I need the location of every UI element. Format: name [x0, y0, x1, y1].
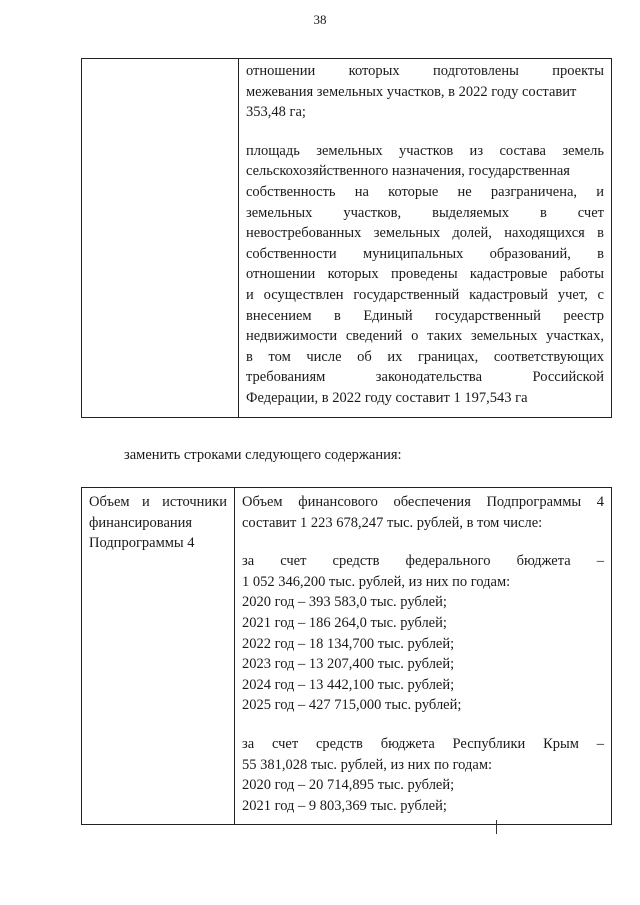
page-number: 38	[313, 12, 327, 27]
text-line: за счет средств бюджета Республики Крым –	[242, 735, 604, 752]
funding-sources-label-cell	[82, 488, 235, 825]
text-line: 55 381,028 тыс. рублей, из них по годам:	[242, 756, 493, 773]
text-line: отношении которых подготовлены проекты	[246, 63, 604, 79]
text-line: 2020 год – 20 714,895 тыс. рублей;	[242, 777, 455, 794]
text-line: 2025 год – 427 715,000 тыс. рублей;	[242, 697, 462, 714]
paragraph-federal-budget	[242, 551, 604, 716]
text-line: Федерации, в 2022 году составит 1 197,543 га	[246, 389, 528, 406]
text-line: недвижимости сведений о таких земельных участках,	[246, 328, 604, 345]
text-line: 2020 год – 393 583,0 тыс. рублей;	[242, 594, 447, 611]
text-line: 1 052 346,200 тыс. рублей, из них по годам:	[242, 573, 511, 590]
table-row	[82, 59, 612, 418]
text-line: отношении которых проведены кадастровые работы	[246, 266, 604, 283]
text-line: за счет средств федерального бюджета –	[242, 553, 604, 570]
text-line: 2023 год – 13 207,400 тыс. рублей;	[242, 656, 455, 673]
text-line: внесением в Единый государственный реестр	[246, 307, 604, 324]
paragraph-land-survey	[246, 61, 604, 123]
text-line: составит 1 223 678,247 тыс. рублей, в том числе:	[242, 514, 543, 531]
text-line: и осуществлен государственный кадастровый учет, с	[246, 286, 604, 303]
text-line: Объем финансового обеспечения Подпрограммы 4	[242, 494, 604, 510]
replacement-intro-text: заменить строками следующего содержания:	[124, 447, 402, 463]
text-line: требованиям законодательства Российской	[246, 369, 604, 386]
text-line: 2021 год – 9 803,369 тыс. рублей;	[242, 797, 447, 814]
text-line: межевания земельных участков, в 2022 году составит	[246, 83, 577, 100]
paragraph-regional-budget	[242, 734, 604, 816]
text-line: Подпрограммы 4	[89, 535, 195, 552]
text-line: в том числе об их границах, соответствующих	[246, 348, 604, 365]
paragraph-total-funding	[242, 492, 604, 533]
funding-sources-label	[89, 492, 227, 554]
text-line: земельных участков, выделяемых в счет	[246, 204, 604, 221]
text-line: финансирования	[89, 514, 193, 531]
text-line: 2021 год – 186 264,0 тыс. рублей;	[242, 614, 447, 631]
text-line: собственность на которые не разграничена, и	[246, 183, 604, 200]
text-line: 353,48 га;	[246, 104, 306, 121]
paragraph-agricultural-land	[246, 141, 604, 409]
text-line: Объем и источники	[89, 494, 227, 510]
previous-rows-table	[81, 58, 612, 418]
table-row	[82, 488, 612, 825]
text-line: площадь земельных участков из состава земель	[246, 142, 604, 159]
text-line: 2024 год – 13 442,100 тыс. рублей;	[242, 676, 455, 693]
pen-mark	[496, 820, 497, 834]
table-cell-right	[239, 59, 612, 418]
text-line: собственности муниципальных образований, в	[246, 245, 604, 262]
replacement-rows-table	[81, 487, 612, 825]
funding-details-cell	[235, 488, 612, 825]
text-line: невостребованных земельных долей, находящихся в	[246, 225, 604, 242]
text-line: 2022 год – 18 134,700 тыс. рублей;	[242, 635, 455, 652]
text-line: сельскохозяйственного назначения, государственная	[246, 163, 570, 180]
table-cell-left	[82, 59, 239, 418]
